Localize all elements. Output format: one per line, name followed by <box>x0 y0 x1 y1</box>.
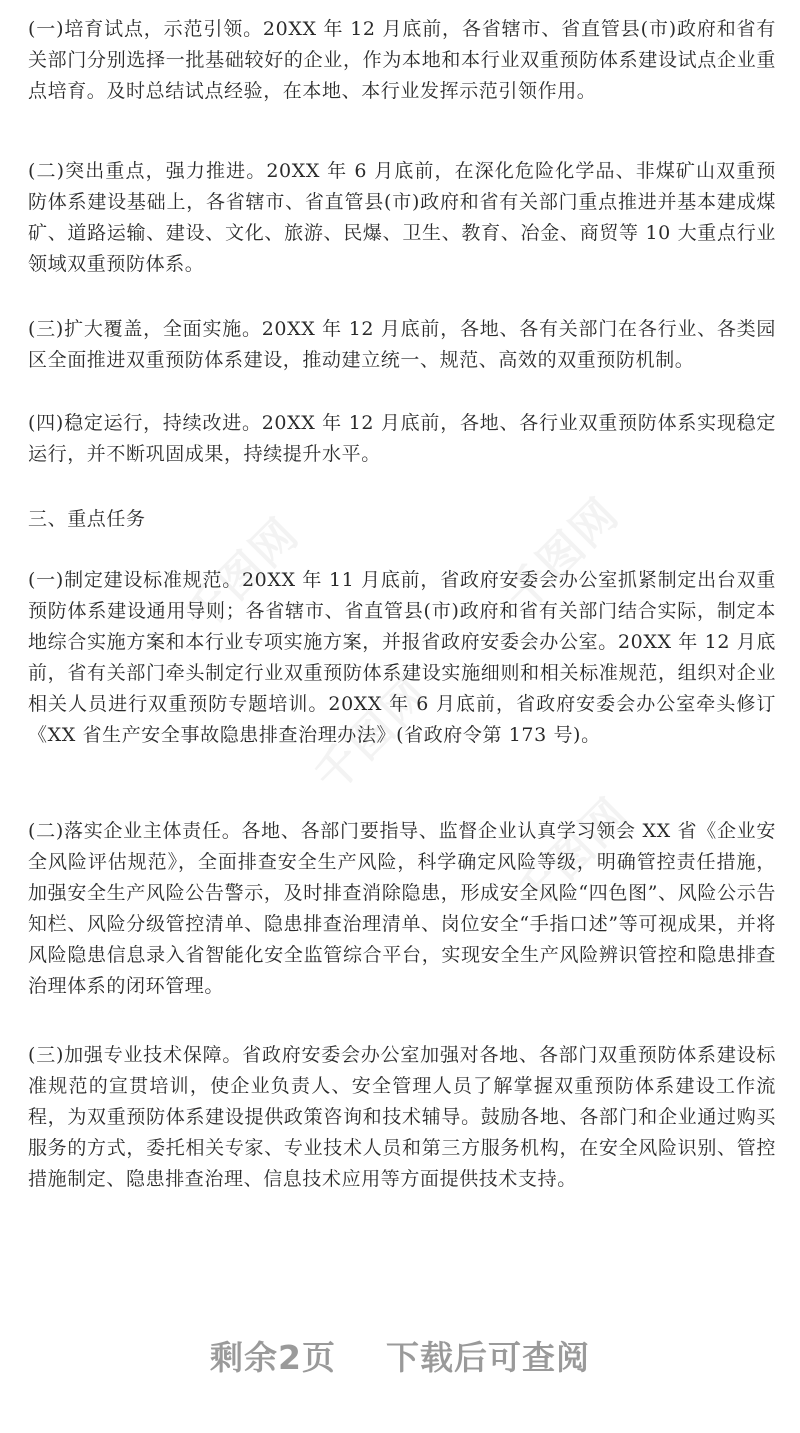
download-banner[interactable] <box>0 1330 800 1380</box>
section-heading-key-tasks: 三、重点任务 <box>28 508 146 530</box>
watermark: 千图网 <box>305 668 440 803</box>
watermark: 千图网 <box>505 788 640 923</box>
paragraph-pilot-demonstration: (一)培育试点，示范引领。20XX 年 12 月底前，各省辖市、省直管县(市)政府和省有关部门分别选择一批基础较好的企业，作为本地和本行业双重预防体系建设试点企业重点培育。及时总结试点经验，在本地、本行业发挥示范引领作用。 <box>28 18 776 102</box>
paragraph-technical-support: (三)加强专业技术保障。省政府安委会办公室加强对各地、各部门双重预防体系建设标准规范的宣贯培训，使企业负责人、安全管理人员了解掌握双重预防体系建设工作流程，为双重预防体系建设提供政策咨询和技术辅导。鼓励各地、各部门和企业通过购买服务的方式，委托相关专家、专业技术人员和第三方服务机构，在安全风险识别、管控措施制定、隐患排查治理、信息技术应用等方面提供技术支持。 <box>28 1044 776 1190</box>
watermark: 千图网 <box>175 508 310 643</box>
paragraph-stable-operation: (四)稳定运行，持续改进。20XX 年 12 月底前，各地、各行业双重预防体系实现稳定运行，并不断巩固成果，持续提升水平。 <box>28 412 776 465</box>
download-prompt-label[interactable]: 下载后可查阅 <box>385 1337 590 1377</box>
paragraph-standards: (一)制定建设标准规范。20XX 年 11 月底前，省政府安委会办公室抓紧制定出台双重预防体系建设通用导则；各省辖市、省直管县(市)政府和省有关部门结合实际，制定本地综合实施方案和本行业专项实施方案，并报省政府安委会办公室。20XX 年 12 月底前，省有关部门牵头制定行业双重预防体系建设实施细则和相关标准规范，组织对企业相关人员进行双重预防专题培训。20XX 年 6 月底前，省政府安委会办公室牵头修订《XX 省生产安全事故隐患排查治理办法》(省政府令第 173 号)。 <box>28 569 776 746</box>
paragraph-key-promotion: (二)突出重点，强力推进。20XX 年 6 月底前，在深化危险化学品、非煤矿山双重预防体系建设基础上，各省辖市、省直管县(市)政府和省有关部门重点推进并基本建成煤矿、道路运输、建设、文化、旅游、民爆、卫生、教育、冶金、商贸等 10 大重点行业领域双重预防体系。 <box>28 160 776 275</box>
remaining-pages-label[interactable]: 剩余2页 <box>210 1337 336 1377</box>
paragraph-expand-coverage: (三)扩大覆盖，全面实施。20XX 年 12 月底前，各地、各有关部门在各行业、各类园区全面推进双重预防体系建设，推动建立统一、规范、高效的双重预防机制。 <box>28 318 776 371</box>
paragraph-enterprise-responsibility: (二)落实企业主体责任。各地、各部门要指导、监督企业认真学习领会 XX 省《企业安全风险评估规范》，全面排查安全生产风险，科学确定风险等级，明确管控责任措施，加强安全生产风险公告警示，及时排查消除隐患，形成安全风险“四色图”、风险公示告知栏、风险分级管控清单、隐患排查治理清单、岗位安全“手指口述”等可视成果，并将风险隐患信息录入省智能化安全监管综合平台，实现安全生产风险辨识管控和隐患排查治理体系的闭环管理。 <box>28 820 776 997</box>
watermark: 千图网 <box>495 488 630 623</box>
